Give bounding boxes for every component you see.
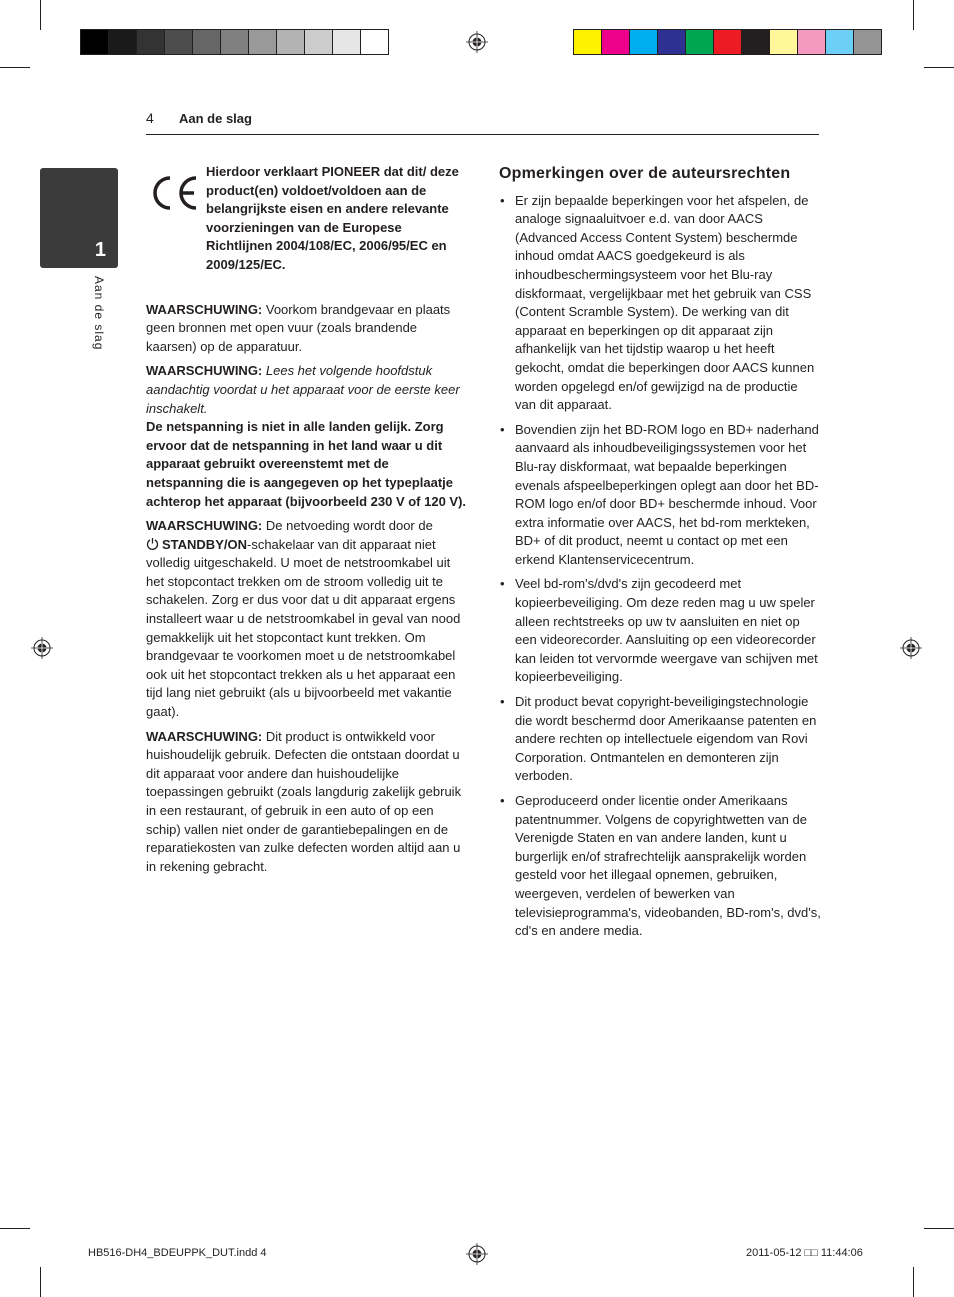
crop-mark (0, 1228, 30, 1229)
color-swatch (602, 30, 630, 54)
color-swatch (249, 30, 277, 54)
list-item: • Geproduceerd onder licentie onder Amerikaans patentnummer. Volgens de copyrightwetten van de Verenigde Staten en van andere landen, kunt u burgerlijk en/of strafrechtelijk aansprakelijk worden gesteld voor het illegaal opnemen, gebruiken, weergeven, verdelen of bewerken van televisieprogramma's, videobanden, BD-rom's, dvd's, cd's en andere media. (499, 792, 821, 941)
ce-declaration-text: Hierdoor verklaart PIONEER dat dit/ deze product(en) voldoet/voldoen aan de belangrijkste eisen en andere relevante voorzieningen van de Europese Richtlijnen 2004/108/EC, 2006/95/EC en 2009/125/EC. (206, 164, 459, 272)
crop-mark (40, 1267, 41, 1297)
page-header-title: Aan de slag (179, 111, 252, 126)
crop-mark (924, 67, 954, 68)
registration-mark-icon (31, 637, 53, 659)
color-swatch (221, 30, 249, 54)
crop-mark (913, 0, 914, 30)
color-swatch (686, 30, 714, 54)
crop-mark (40, 0, 41, 30)
registration-mark-icon (466, 31, 488, 53)
gray-color-bar (80, 29, 389, 55)
left-column (146, 163, 468, 882)
color-swatch (305, 30, 333, 54)
ce-mark-icon (146, 173, 206, 213)
color-swatch (826, 30, 854, 54)
color-swatch (361, 30, 388, 54)
footer-filename: HB516-DH4_BDEUPPK_DUT.indd 4 (88, 1247, 267, 1259)
warning-label: WAARSCHUWING: (146, 728, 263, 744)
color-swatch (854, 30, 881, 54)
chapter-tab (40, 168, 118, 268)
voltage-notice: De netspanning is niet in alle landen gelijk. Zorg ervoor dat de netspanning in het land waar u dit apparaat gebruikt overeenstemt met de netspanning die is aangegeven op het typeplaatje achterop het apparaat (bijvoorbeeld 230 V of 120 V). (146, 419, 467, 509)
warning-standby: WAARSCHUWING: De netvoeding wordt door de STANDBY/ON-schakelaar van dit apparaat niet volledig uitgeschakeld. U moet de netstroomkabel uit het stopcontact trekken om de stroom volledig uit te schakelen. Zorg er dus voor dat u dit apparaat ergens installeert waar u de netstroomkabel in geval van nood gemakkelijk uit het stopcontact kunt trekken. Om brandgevaar te voorkomen moet u de netstroomkabel ook uit het stopcontact trekken als u het apparaat een tijd lang niet gebruikt (als u bijvoorbeeld met vakantie gaat). (146, 518, 461, 720)
color-swatch (798, 30, 826, 54)
page-number: 4 (146, 110, 154, 126)
color-swatch (165, 30, 193, 54)
header-divider (146, 134, 819, 135)
right-column (499, 163, 821, 947)
color-swatch (574, 30, 602, 54)
copyright-notes-list (499, 192, 821, 941)
list-item: • Bovendien zijn het BD-ROM logo en BD+ naderhand aanvaard als inhoudbeveiligingssystemen voor het Blu-ray diskformaat, wat bepaalde beperkingen evenals afspeelbeperkingen oplegt aan door het BD-ROM logo en/of door BD+ beschermde inhoud. Voor extra informatie over AACS, het bd-rom merkteken, BD+ of dit product, neemt u contact op met een erkend Klantenservicecentrum. (499, 421, 821, 570)
color-swatch (81, 30, 109, 54)
warning-fire: WAARSCHUWING: Voorkom brandgevaar en plaats geen bronnen met open vuur (zoals brandende kaarsen) op de apparatuur. (146, 301, 451, 354)
list-item: • Veel bd-rom's/dvd's zijn gecodeerd met kopieerbeveiliging. Om deze reden mag u uw speler alleen rechtstreeks op uw tv aansluiten en niet op een videorecorder. Aansluiting op een videorecorder kan leiden tot vervormde weergave van schijven met kopieerbeveiliging. (499, 575, 821, 687)
warning-label: WAARSCHUWING: (146, 518, 263, 534)
crop-mark (924, 1228, 954, 1229)
registration-mark-icon (466, 1243, 488, 1265)
color-swatch (630, 30, 658, 54)
crop-mark (0, 67, 30, 68)
crop-mark (913, 1267, 914, 1297)
registration-mark-icon (900, 637, 922, 659)
list-item: • Er zijn bepaalde beperkingen voor het afspelen, de analoge signaaluitvoer e.d. van door AACS (Advanced Access Content System) beschermde inhoud omdat AACS goedgekeurd is als inhoudbeschermingsysteem voor het Blu-ray diskformaat, vergelijkbaar met het gebruik van CSS (Content Scramble System). De werking van dit apparaat en beperkingen op dit apparaat zijn afhankelijk van het tijdstip waarop u het heeft gekocht, omdat die beperkingen door AACS kunnen worden opgelegd en/of gewijzigd na de productie van dit apparaat. (499, 192, 821, 415)
color-swatch (109, 30, 137, 54)
color-swatch (277, 30, 305, 54)
warning-household: WAARSCHUWING: Dit product is ontwikkeld voor huishoudelijk gebruik. Defecten die ontstaan doordat u dit apparaat voor andere dan huishoudelijke toepassingen gebruikt (zoals langdurig zakelijk gebruik in een restaurant, of gebruik in een auto of op een schip) vallen niet onder de garantiebepalingen en de reparatiekosten van zulke defecten worden altijd aan u in rekening gebracht. (146, 728, 462, 874)
list-item: • Dit product bevat copyright-beveiligingstechnologie die wordt beschermd door Amerikaanse patenten en andere rechten op intellectuele eigendom van Rovi Corporation. Ontmantelen en demonteren zijn verboden. (499, 693, 821, 786)
ce-declaration (146, 163, 468, 275)
color-swatch (770, 30, 798, 54)
power-icon (146, 537, 159, 550)
color-swatch (193, 30, 221, 54)
footer-timestamp: 2011-05-12 □□ 11:44:06 (746, 1247, 863, 1259)
warning-read: WAARSCHUWING: Lees het volgende hoofdstuk aandachtig voordat u het apparaat voor de eerste keer inschakelt. (146, 363, 460, 416)
color-swatch (714, 30, 742, 54)
cmyk-color-bar (573, 29, 882, 55)
chapter-side-label: Aan de slag (92, 276, 106, 351)
color-swatch (137, 30, 165, 54)
color-swatch (333, 30, 361, 54)
warning-label: WAARSCHUWING: (146, 301, 263, 317)
color-swatch (742, 30, 770, 54)
color-swatch (658, 30, 686, 54)
warning-label: WAARSCHUWING: (146, 363, 263, 379)
section-title: Opmerkingen over de auteursrechten (499, 165, 791, 182)
chapter-number: 1 (94, 239, 106, 261)
